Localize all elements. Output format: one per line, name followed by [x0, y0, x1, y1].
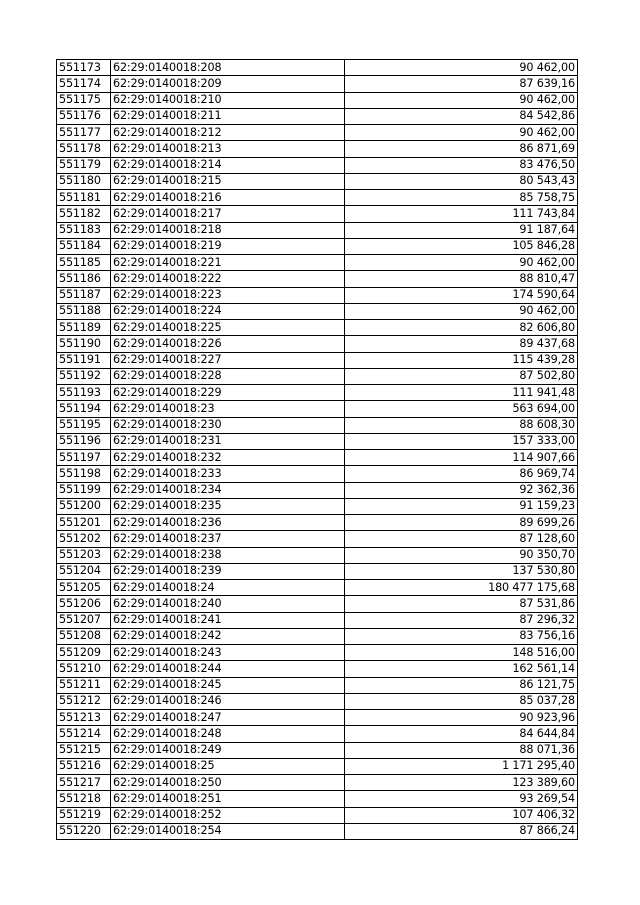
- value-cell: 114 907,66: [345, 450, 578, 466]
- value-cell: 90 462,00: [345, 255, 578, 271]
- row-id-cell: 551212: [57, 693, 111, 709]
- table-row: [57, 141, 578, 157]
- row-id-cell: 551215: [57, 742, 111, 758]
- row-id-cell: 551207: [57, 612, 111, 628]
- value-cell: 89 437,68: [345, 336, 578, 352]
- table-body: [57, 60, 578, 840]
- value-cell: 84 542,86: [345, 108, 578, 124]
- table-row: [57, 255, 578, 271]
- table-row: [57, 726, 578, 742]
- cadastral-number-cell: 62:29:0140018:254: [111, 823, 345, 839]
- value-cell: 123 389,60: [345, 775, 578, 791]
- row-id-cell: 551218: [57, 791, 111, 807]
- cadastral-number-cell: 62:29:0140018:234: [111, 482, 345, 498]
- cadastral-value-table: [56, 59, 578, 840]
- row-id-cell: 551216: [57, 758, 111, 774]
- value-cell: 89 699,26: [345, 515, 578, 531]
- table-row: [57, 352, 578, 368]
- table-row: [57, 92, 578, 108]
- cadastral-number-cell: 62:29:0140018:226: [111, 336, 345, 352]
- row-id-cell: 551198: [57, 466, 111, 482]
- cadastral-number-cell: 62:29:0140018:215: [111, 173, 345, 189]
- value-cell: 87 128,60: [345, 531, 578, 547]
- table-row: [57, 466, 578, 482]
- cadastral-number-cell: 62:29:0140018:216: [111, 190, 345, 206]
- table-row: [57, 612, 578, 628]
- row-id-cell: 551210: [57, 661, 111, 677]
- row-id-cell: 551194: [57, 401, 111, 417]
- value-cell: 87 531,86: [345, 596, 578, 612]
- row-id-cell: 551187: [57, 287, 111, 303]
- row-id-cell: 551190: [57, 336, 111, 352]
- row-id-cell: 551192: [57, 368, 111, 384]
- table-row: [57, 482, 578, 498]
- table-row: [57, 742, 578, 758]
- value-cell: 91 159,23: [345, 498, 578, 514]
- row-id-cell: 551182: [57, 206, 111, 222]
- row-id-cell: 551217: [57, 775, 111, 791]
- value-cell: 115 439,28: [345, 352, 578, 368]
- row-id-cell: 551204: [57, 563, 111, 579]
- row-id-cell: 551178: [57, 141, 111, 157]
- value-cell: 87 866,24: [345, 823, 578, 839]
- row-id-cell: 551173: [57, 60, 111, 76]
- table-row: [57, 596, 578, 612]
- cadastral-number-cell: 62:29:0140018:208: [111, 60, 345, 76]
- table-row: [57, 677, 578, 693]
- row-id-cell: 551219: [57, 807, 111, 823]
- cadastral-number-cell: 62:29:0140018:213: [111, 141, 345, 157]
- cadastral-number-cell: 62:29:0140018:246: [111, 693, 345, 709]
- table-row: [57, 693, 578, 709]
- table-row: [57, 417, 578, 433]
- table-row: [57, 628, 578, 644]
- cadastral-number-cell: 62:29:0140018:245: [111, 677, 345, 693]
- value-cell: 90 462,00: [345, 303, 578, 319]
- value-cell: 162 561,14: [345, 661, 578, 677]
- cadastral-number-cell: 62:29:0140018:243: [111, 645, 345, 661]
- value-cell: 87 639,16: [345, 76, 578, 92]
- cadastral-number-cell: 62:29:0140018:217: [111, 206, 345, 222]
- row-id-cell: 551195: [57, 417, 111, 433]
- table-row: [57, 336, 578, 352]
- cadastral-number-cell: 62:29:0140018:242: [111, 628, 345, 644]
- cadastral-number-cell: 62:29:0140018:244: [111, 661, 345, 677]
- row-id-cell: 551202: [57, 531, 111, 547]
- row-id-cell: 551183: [57, 222, 111, 238]
- value-cell: 86 871,69: [345, 141, 578, 157]
- row-id-cell: 551199: [57, 482, 111, 498]
- row-id-cell: 551186: [57, 271, 111, 287]
- value-cell: 86 969,74: [345, 466, 578, 482]
- row-id-cell: 551174: [57, 76, 111, 92]
- value-cell: 157 333,00: [345, 433, 578, 449]
- value-cell: 90 923,96: [345, 710, 578, 726]
- value-cell: 88 071,36: [345, 742, 578, 758]
- cadastral-number-cell: 62:29:0140018:223: [111, 287, 345, 303]
- value-cell: 107 406,32: [345, 807, 578, 823]
- table-row: [57, 433, 578, 449]
- value-cell: 563 694,00: [345, 401, 578, 417]
- value-cell: 91 187,64: [345, 222, 578, 238]
- table-row: [57, 710, 578, 726]
- cadastral-number-cell: 62:29:0140018:229: [111, 385, 345, 401]
- value-cell: 174 590,64: [345, 287, 578, 303]
- table-row: [57, 661, 578, 677]
- table-row: [57, 823, 578, 839]
- cadastral-number-cell: 62:29:0140018:251: [111, 791, 345, 807]
- table-row: [57, 60, 578, 76]
- row-id-cell: 551189: [57, 320, 111, 336]
- row-id-cell: 551203: [57, 547, 111, 563]
- value-cell: 85 037,28: [345, 693, 578, 709]
- cadastral-number-cell: 62:29:0140018:232: [111, 450, 345, 466]
- cadastral-number-cell: 62:29:0140018:240: [111, 596, 345, 612]
- table-row: [57, 303, 578, 319]
- table-row: [57, 238, 578, 254]
- row-id-cell: 551175: [57, 92, 111, 108]
- cadastral-number-cell: 62:29:0140018:225: [111, 320, 345, 336]
- value-cell: 90 462,00: [345, 92, 578, 108]
- table-row: [57, 563, 578, 579]
- row-id-cell: 551193: [57, 385, 111, 401]
- row-id-cell: 551209: [57, 645, 111, 661]
- cadastral-number-cell: 62:29:0140018:241: [111, 612, 345, 628]
- row-id-cell: 551208: [57, 628, 111, 644]
- cadastral-number-cell: 62:29:0140018:218: [111, 222, 345, 238]
- value-cell: 90 350,70: [345, 547, 578, 563]
- value-cell: 90 462,00: [345, 125, 578, 141]
- value-cell: 90 462,00: [345, 60, 578, 76]
- row-id-cell: 551196: [57, 433, 111, 449]
- table-row: [57, 173, 578, 189]
- cadastral-number-cell: 62:29:0140018:210: [111, 92, 345, 108]
- value-cell: 148 516,00: [345, 645, 578, 661]
- value-cell: 80 543,43: [345, 173, 578, 189]
- row-id-cell: 551197: [57, 450, 111, 466]
- cadastral-number-cell: 62:29:0140018:250: [111, 775, 345, 791]
- cadastral-number-cell: 62:29:0140018:23: [111, 401, 345, 417]
- table-row: [57, 531, 578, 547]
- table-row: [57, 76, 578, 92]
- cadastral-number-cell: 62:29:0140018:249: [111, 742, 345, 758]
- cadastral-number-cell: 62:29:0140018:230: [111, 417, 345, 433]
- value-cell: 87 296,32: [345, 612, 578, 628]
- cadastral-number-cell: 62:29:0140018:252: [111, 807, 345, 823]
- row-id-cell: 551206: [57, 596, 111, 612]
- row-id-cell: 551185: [57, 255, 111, 271]
- cadastral-number-cell: 62:29:0140018:247: [111, 710, 345, 726]
- table-row: [57, 271, 578, 287]
- value-cell: 86 121,75: [345, 677, 578, 693]
- table-row: [57, 385, 578, 401]
- table-row: [57, 791, 578, 807]
- value-cell: 137 530,80: [345, 563, 578, 579]
- value-cell: 84 644,84: [345, 726, 578, 742]
- cadastral-number-cell: 62:29:0140018:214: [111, 157, 345, 173]
- table-row: [57, 758, 578, 774]
- row-id-cell: 551180: [57, 173, 111, 189]
- value-cell: 111 941,48: [345, 385, 578, 401]
- row-id-cell: 551200: [57, 498, 111, 514]
- cadastral-number-cell: 62:29:0140018:209: [111, 76, 345, 92]
- row-id-cell: 551176: [57, 108, 111, 124]
- row-id-cell: 551191: [57, 352, 111, 368]
- value-cell: 88 608,30: [345, 417, 578, 433]
- table-row: [57, 515, 578, 531]
- table-row: [57, 450, 578, 466]
- cadastral-number-cell: 62:29:0140018:212: [111, 125, 345, 141]
- value-cell: 82 606,80: [345, 320, 578, 336]
- value-cell: 83 476,50: [345, 157, 578, 173]
- cadastral-number-cell: 62:29:0140018:211: [111, 108, 345, 124]
- table-row: [57, 190, 578, 206]
- value-cell: 180 477 175,68: [345, 580, 578, 596]
- cadastral-number-cell: 62:29:0140018:24: [111, 580, 345, 596]
- table-row: [57, 108, 578, 124]
- cadastral-number-cell: 62:29:0140018:231: [111, 433, 345, 449]
- value-cell: 83 756,16: [345, 628, 578, 644]
- value-cell: 87 502,80: [345, 368, 578, 384]
- table-row: [57, 498, 578, 514]
- value-cell: 1 171 295,40: [345, 758, 578, 774]
- table-row: [57, 287, 578, 303]
- row-id-cell: 551188: [57, 303, 111, 319]
- table-row: [57, 222, 578, 238]
- cadastral-number-cell: 62:29:0140018:25: [111, 758, 345, 774]
- cadastral-number-cell: 62:29:0140018:235: [111, 498, 345, 514]
- table-row: [57, 580, 578, 596]
- cadastral-number-cell: 62:29:0140018:248: [111, 726, 345, 742]
- table-row: [57, 645, 578, 661]
- table-row: [57, 206, 578, 222]
- row-id-cell: 551184: [57, 238, 111, 254]
- value-cell: 105 846,28: [345, 238, 578, 254]
- cadastral-number-cell: 62:29:0140018:237: [111, 531, 345, 547]
- table-row: [57, 368, 578, 384]
- table-row: [57, 401, 578, 417]
- cadastral-number-cell: 62:29:0140018:236: [111, 515, 345, 531]
- table-row: [57, 775, 578, 791]
- cadastral-number-cell: 62:29:0140018:228: [111, 368, 345, 384]
- value-cell: 88 810,47: [345, 271, 578, 287]
- table-row: [57, 547, 578, 563]
- table-row: [57, 125, 578, 141]
- cadastral-number-cell: 62:29:0140018:233: [111, 466, 345, 482]
- cadastral-number-cell: 62:29:0140018:224: [111, 303, 345, 319]
- row-id-cell: 551220: [57, 823, 111, 839]
- row-id-cell: 551205: [57, 580, 111, 596]
- row-id-cell: 551179: [57, 157, 111, 173]
- row-id-cell: 551201: [57, 515, 111, 531]
- cadastral-number-cell: 62:29:0140018:219: [111, 238, 345, 254]
- row-id-cell: 551213: [57, 710, 111, 726]
- row-id-cell: 551177: [57, 125, 111, 141]
- row-id-cell: 551211: [57, 677, 111, 693]
- value-cell: 111 743,84: [345, 206, 578, 222]
- value-cell: 85 758,75: [345, 190, 578, 206]
- cadastral-number-cell: 62:29:0140018:239: [111, 563, 345, 579]
- value-cell: 93 269,54: [345, 791, 578, 807]
- cadastral-number-cell: 62:29:0140018:227: [111, 352, 345, 368]
- table-row: [57, 157, 578, 173]
- row-id-cell: 551214: [57, 726, 111, 742]
- table-row: [57, 807, 578, 823]
- row-id-cell: 551181: [57, 190, 111, 206]
- value-cell: 92 362,36: [345, 482, 578, 498]
- cadastral-number-cell: 62:29:0140018:221: [111, 255, 345, 271]
- table-row: [57, 320, 578, 336]
- cadastral-number-cell: 62:29:0140018:238: [111, 547, 345, 563]
- cadastral-number-cell: 62:29:0140018:222: [111, 271, 345, 287]
